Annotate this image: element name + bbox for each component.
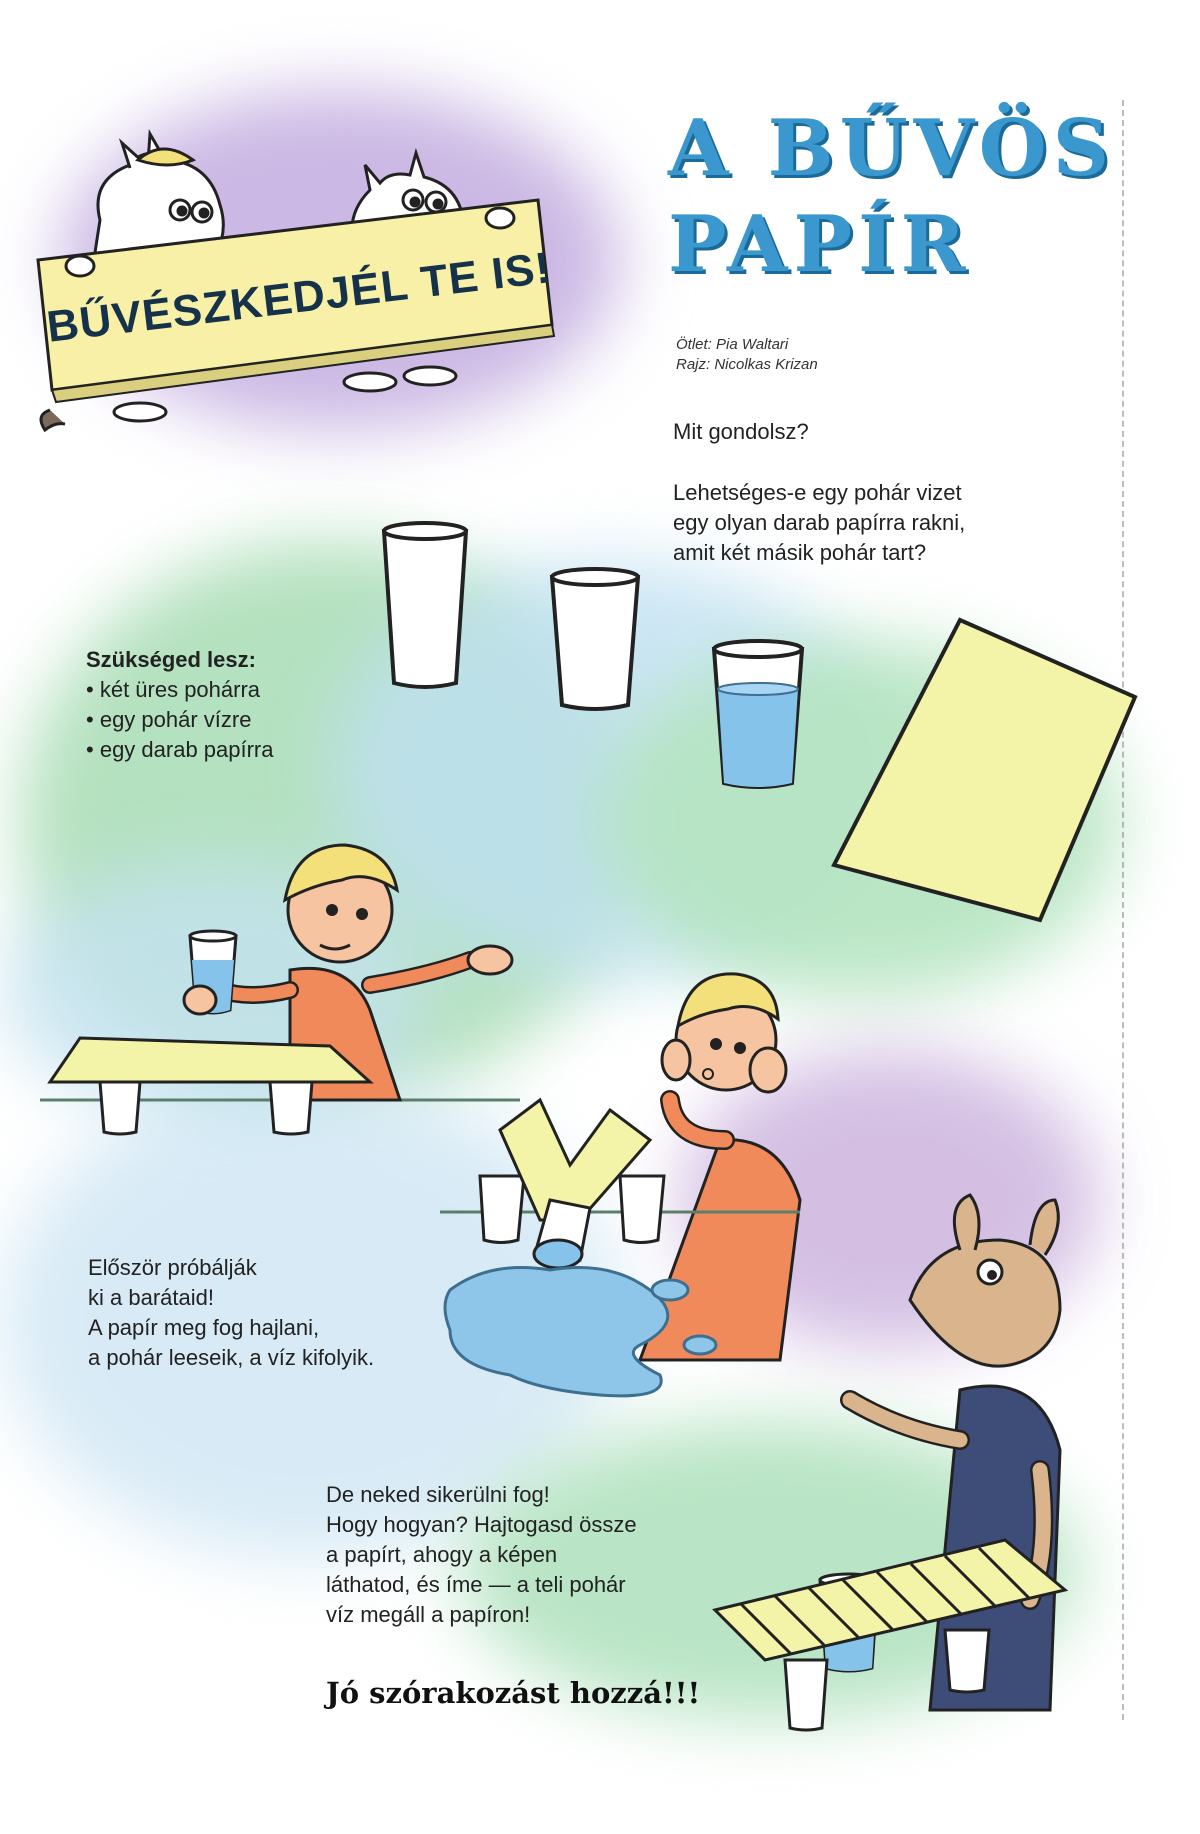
solution-line: De neked sikerülni fog! <box>326 1482 550 1507</box>
credit-drawing: Rajz: Nicolkas Krizan <box>676 356 818 373</box>
solution-paragraph <box>326 1480 637 1630</box>
solution-line: víz megáll a papíron! <box>326 1602 531 1627</box>
empty-glass <box>384 523 466 687</box>
first-try-line: ki a barátaid! <box>88 1285 214 1310</box>
solution-line: láthatod, és íme — a teli pohár <box>326 1572 626 1597</box>
water-glass <box>714 641 802 787</box>
needs-title: Szükséged lesz: <box>86 647 256 672</box>
title-line-1: A BŰVÖS <box>668 103 1116 194</box>
intro-line: Lehetséges-e egy pohár vizet <box>673 480 962 505</box>
paper-sheet <box>50 1038 370 1082</box>
title-line-2: PAPÍR <box>668 199 972 290</box>
closing-line: Jó szórakozást hozzá!!! <box>326 1676 701 1710</box>
accordion-paper-bridge <box>705 1530 1065 1730</box>
first-try-line: Először próbálják <box>88 1255 257 1280</box>
intro-question: Mit gondolsz? <box>673 419 809 444</box>
needs-item: • egy darab papírra <box>86 735 274 765</box>
first-try-paragraph <box>88 1253 374 1373</box>
solution-line: a papírt, ahogy a képen <box>326 1542 558 1567</box>
paper-sheet <box>834 620 1135 920</box>
first-try-line: a pohár leeseik, a víz kifolyik. <box>88 1345 375 1370</box>
solution-line: Hogy hogyan? Hajtogasd össze <box>326 1512 637 1537</box>
first-try-line: A papír meg fog hajlani, <box>88 1315 320 1340</box>
needs-item: • két üres pohárra <box>86 675 274 705</box>
empty-glass <box>100 1082 312 1134</box>
sign-text: BŰVÉSZKEDJÉL TE IS! <box>44 243 554 352</box>
needs-item: • egy pohár vízre <box>86 705 274 735</box>
empty-glass <box>552 569 638 709</box>
intro-line: egy olyan darab papírra rakni, <box>673 510 966 535</box>
credits <box>676 335 818 375</box>
credit-idea: Ötlet: Pia Waltari <box>676 336 789 353</box>
water-puddle <box>445 1268 668 1396</box>
intro-line: amit két másik pohár tart? <box>673 540 927 565</box>
needs-list <box>86 645 274 765</box>
